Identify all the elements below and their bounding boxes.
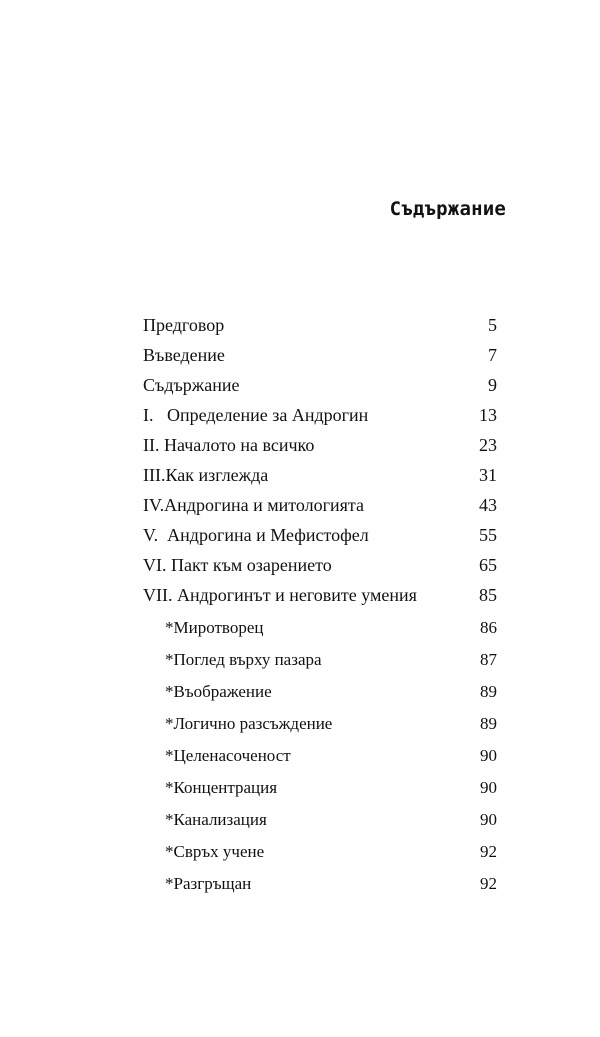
toc-entry-label: Предговор: [143, 315, 225, 335]
toc-subentry-label: *Свръх учене: [165, 842, 265, 861]
toc-entry: [143, 520, 497, 550]
toc-entry-page: 5: [488, 315, 497, 335]
toc-subentry-label: *Миротворец: [165, 618, 264, 637]
toc-subentry-page: 86: [480, 618, 497, 637]
toc-entry-page: 31: [479, 465, 497, 485]
toc-subentry-label: *Канализация: [165, 810, 267, 829]
toc-subentry: [143, 836, 497, 868]
toc-subentry: [143, 772, 497, 804]
toc-subentry-page: 92: [480, 842, 497, 861]
toc-entry-page: 13: [479, 405, 497, 425]
table-of-contents: [143, 310, 497, 900]
toc-subentry-page: 90: [480, 810, 497, 829]
toc-entry-page: 23: [479, 435, 497, 455]
toc-entry-page: 55: [479, 525, 497, 545]
toc-entry-label: V. Андрогина и Мефистофел: [143, 525, 369, 545]
toc-entry-page: 9: [488, 375, 497, 395]
toc-subentry: [143, 708, 497, 740]
toc-entry: [143, 370, 497, 400]
toc-subentry: [143, 644, 497, 676]
toc-subentry-label: *Концентрация: [165, 778, 278, 797]
toc-entry-label: I. Определение за Андрогин: [143, 405, 369, 425]
toc-entry: [143, 460, 497, 490]
toc-subentry-page: 89: [480, 682, 497, 701]
toc-subentry: [143, 868, 497, 900]
toc-subentry-page: 90: [480, 746, 497, 765]
toc-subentry-label: *Целенасоченост: [165, 746, 291, 765]
toc-subentry: [143, 740, 497, 772]
toc-entry: [143, 340, 497, 370]
toc-subentry-page: 90: [480, 778, 497, 797]
toc-subentry-label: *Разгръщан: [165, 874, 252, 893]
toc-subentry-label: *Въображение: [165, 682, 272, 701]
toc-entry-label: VI. Пакт към озарението: [143, 555, 332, 575]
toc-subentry: [143, 612, 497, 644]
toc-entry-label: IV.Андрогина и митологията: [143, 495, 365, 515]
toc-entry-page: 43: [479, 495, 497, 515]
toc-entry-label: II. Началото на всичко: [143, 435, 315, 455]
toc-entry-label: Въведение: [143, 345, 225, 365]
toc-entry: [143, 400, 497, 430]
toc-entry: [143, 310, 497, 340]
toc-subentry-page: 89: [480, 714, 497, 733]
toc-entry-page: 7: [488, 345, 497, 365]
toc-entry-label: III.Как изглежда: [143, 465, 269, 485]
toc-entry-page: 65: [479, 555, 497, 575]
toc-subentry-label: *Логично разсъждение: [165, 714, 333, 733]
toc-subentry-label: *Поглед върху пазара: [165, 650, 322, 669]
toc-subentry-page: 87: [480, 650, 497, 669]
toc-subentry: [143, 804, 497, 836]
toc-entry: [143, 550, 497, 580]
toc-entry: [143, 430, 497, 460]
toc-entry-label: VII. Андрогинът и неговите умения: [143, 585, 417, 605]
page-title: Съдържание: [389, 198, 506, 220]
toc-entry: [143, 580, 497, 610]
toc-subentry-page: 92: [480, 874, 497, 893]
toc-entry-page: 85: [479, 585, 497, 605]
toc-entry-label: Съдържание: [143, 375, 240, 395]
toc-subentry: [143, 676, 497, 708]
toc-entry: [143, 490, 497, 520]
